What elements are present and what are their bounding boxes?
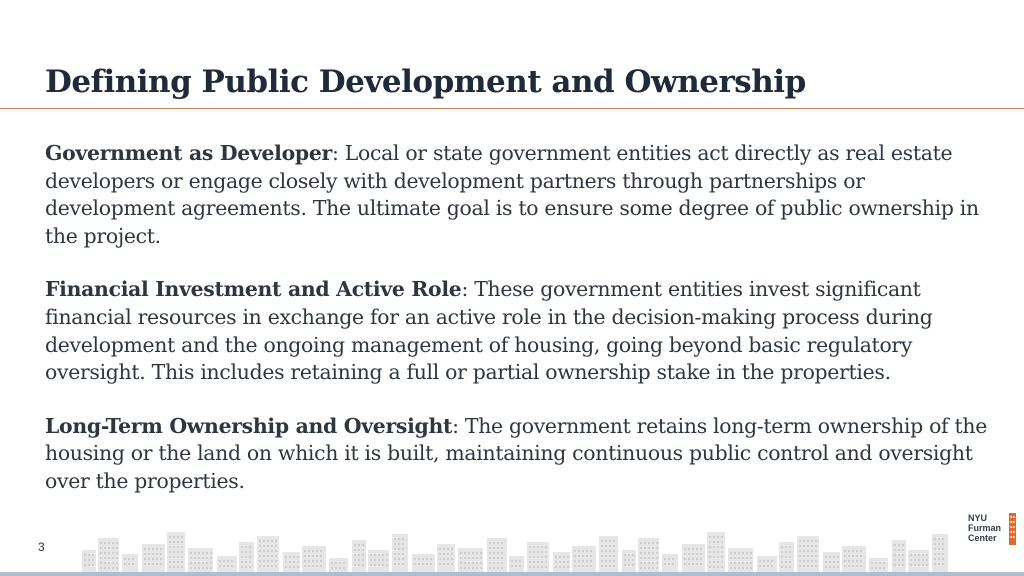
skyline-building — [908, 550, 929, 572]
skyline-building — [437, 544, 455, 572]
paragraph-term: Government as Developer — [45, 141, 332, 165]
skyline-building — [757, 556, 777, 572]
skyline-building — [892, 540, 906, 572]
logo-line-nyu: NYU — [968, 513, 988, 523]
skyline-building — [509, 556, 524, 572]
skyline-building — [527, 542, 549, 572]
paragraph-long-term-ownership — [45, 413, 995, 496]
paragraph-term: Long-Term Ownership and Oversight — [45, 413, 453, 438]
slide-body — [45, 140, 995, 522]
nyu-furman-center-logo — [952, 508, 1016, 558]
skyline-building — [257, 536, 279, 572]
skyline-building — [217, 556, 237, 572]
skyline-building — [82, 550, 96, 572]
paragraph-financial-investment — [45, 276, 995, 386]
slide-title: Defining Public Development and Ownership — [45, 64, 806, 100]
skyline-building — [302, 546, 326, 572]
page-number: 3 — [38, 540, 45, 554]
skyline-building — [728, 548, 753, 572]
skyline-building — [329, 558, 348, 572]
skyline-building — [122, 554, 138, 572]
skyline-building — [283, 552, 300, 572]
logo-line-center: Center — [968, 533, 997, 543]
skyline-building — [932, 534, 948, 572]
skyline-building — [167, 532, 185, 572]
skyline-building — [392, 534, 408, 572]
paragraph-government-as-developer — [45, 140, 995, 250]
skyline-building — [352, 540, 366, 572]
skyline-building — [869, 558, 888, 572]
paragraph-term: Financial Investment and Active Role — [45, 277, 462, 302]
skyline-building — [553, 552, 570, 572]
title-divider — [0, 108, 1024, 109]
skyline-building — [487, 538, 507, 572]
logo-line-furman: Furman — [968, 523, 1002, 533]
paragraph-text: : These government entities invest significant financial resources in exchange for an active role in the decision-making process during development and the ongoing management of housing, going beyond basic regulatory oversight. This includes retaining a full or partial ownership stake in the properties. — [45, 277, 933, 385]
skyline-building — [779, 542, 794, 572]
paragraph-text: : The government retains long-term ownership of the housing or the land on which it is built, maintaining continuous public control and oversight over the properties. — [45, 413, 987, 493]
skyline-building — [239, 542, 254, 572]
skyline-building — [368, 550, 389, 572]
skyline-building — [842, 546, 866, 572]
skyline-building — [797, 536, 819, 572]
logo-text — [968, 513, 1001, 543]
skyline-baseline — [0, 572, 1024, 576]
paragraph-text: : Local or state government entities act directly as real estate developers or engage closely with development partners through partnerships or development agreements. The ultimate goal is to ensure some degree of public ownership in the project. — [45, 141, 979, 248]
skyline-building — [599, 536, 618, 572]
city-skyline-decoration — [0, 526, 1024, 576]
skyline-building — [142, 544, 165, 572]
skyline-building — [98, 538, 119, 572]
skyline-building — [682, 544, 705, 572]
skyline-building — [662, 554, 678, 572]
skyline-building — [412, 554, 435, 572]
skyline-building — [707, 532, 725, 572]
logo-building-icon — [1009, 513, 1016, 545]
skyline-building — [572, 546, 596, 572]
skyline-building — [458, 548, 483, 572]
skyline-building — [622, 550, 636, 572]
skyline-building — [188, 548, 213, 572]
skyline-building — [638, 538, 659, 572]
skyline-building — [823, 552, 840, 572]
